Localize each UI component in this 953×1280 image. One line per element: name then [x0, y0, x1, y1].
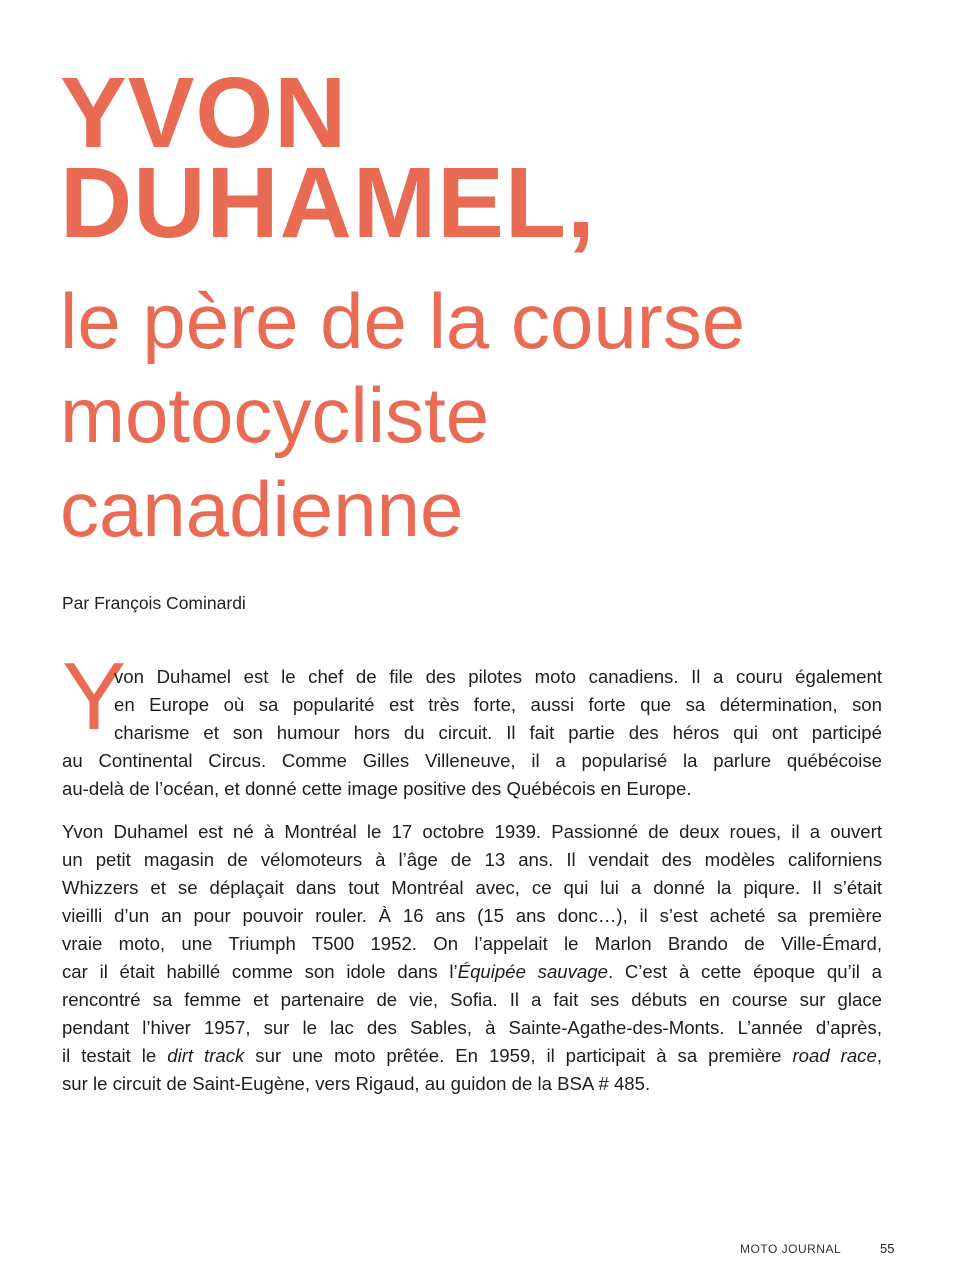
paragraph-line: sur le circuit de Saint-Eugène, vers Rigaud, au guidon de la BSA # 485.: [62, 1073, 651, 1094]
emphasis-term: road race: [792, 1045, 877, 1066]
title-line-2: DUHAMEL,: [60, 147, 596, 259]
paragraph-line: vieilli d’un an pour pouvoir rouler. À 16 ans (15 ans donc…), il s’est acheté sa première: [62, 905, 882, 926]
paragraph-line: au-delà de l’océan, et donné cette image positive des Québécois en Europe.: [62, 778, 692, 799]
title-line-1: YVON: [60, 57, 348, 169]
paragraph-line: pendant l’hiver 1957, sur le lac des Sables, à Sainte-Agathe-des-Monts. L’année d’après,: [62, 1017, 882, 1038]
page-number: 55: [880, 1241, 895, 1256]
text-run: il testait le: [62, 1045, 168, 1066]
paragraph-line: charisme et son humour hors du circuit. Il fait partie des héros qui ont participé: [114, 722, 882, 743]
subtitle-line-1: le père de la course: [60, 277, 746, 365]
paragraph-line: rencontré sa femme et partenaire de vie, Sofia. Il a fait ses débuts en course sur glace: [62, 989, 882, 1010]
paragraph-line: [62, 1042, 882, 1070]
subtitle-line-2: motocycliste: [60, 371, 490, 459]
subtitle-line-3: canadienne: [60, 465, 464, 553]
film-title: Équipée sauvage: [457, 961, 608, 982]
byline: Par François Cominardi: [62, 593, 246, 613]
text-run: car il était habillé comme son idole dans l’: [62, 961, 458, 982]
drop-cap: Y: [62, 643, 127, 750]
article-subtitle: [60, 274, 745, 556]
text-run: . C’est à cette époque qu’il a: [607, 961, 883, 982]
paragraph-intro: [62, 663, 882, 803]
paragraph-line: au Continental Circus. Comme Gilles Villeneuve, il a popularisé la parlure québécoise: [62, 750, 882, 771]
text-run: ,: [876, 1045, 882, 1066]
paragraph-line: en Europe où sa popularité est très forte, aussi forte que sa détermination, son: [114, 694, 882, 715]
footer-publication: MOTO JOURNAL: [740, 1242, 842, 1256]
paragraph-line: Whizzers et se déplaçait dans tout Montréal avec, ce qui lui a donné la piqure. Il s’était: [62, 877, 882, 898]
paragraph-biography: [62, 818, 882, 1098]
article-title: [60, 57, 596, 259]
paragraph-line: un petit magasin de vélomoteurs à l’âge de 13 ans. Il vendait des modèles californiens: [62, 849, 882, 870]
paragraph-line: vraie moto, une Triumph T500 1952. On l’appelait le Marlon Brando de Ville-Émard,: [62, 933, 882, 954]
paragraph-line: von Duhamel est le chef de file des pilotes moto canadiens. Il a couru également: [114, 666, 882, 687]
text-run: sur une moto prêtée. En 1959, il participait à sa première: [244, 1045, 793, 1066]
paragraph-line: Yvon Duhamel est né à Montréal le 17 octobre 1939. Passionné de deux roues, il a ouvert: [62, 821, 882, 842]
emphasis-term: dirt track: [167, 1045, 245, 1066]
paragraph-line: [62, 958, 882, 986]
